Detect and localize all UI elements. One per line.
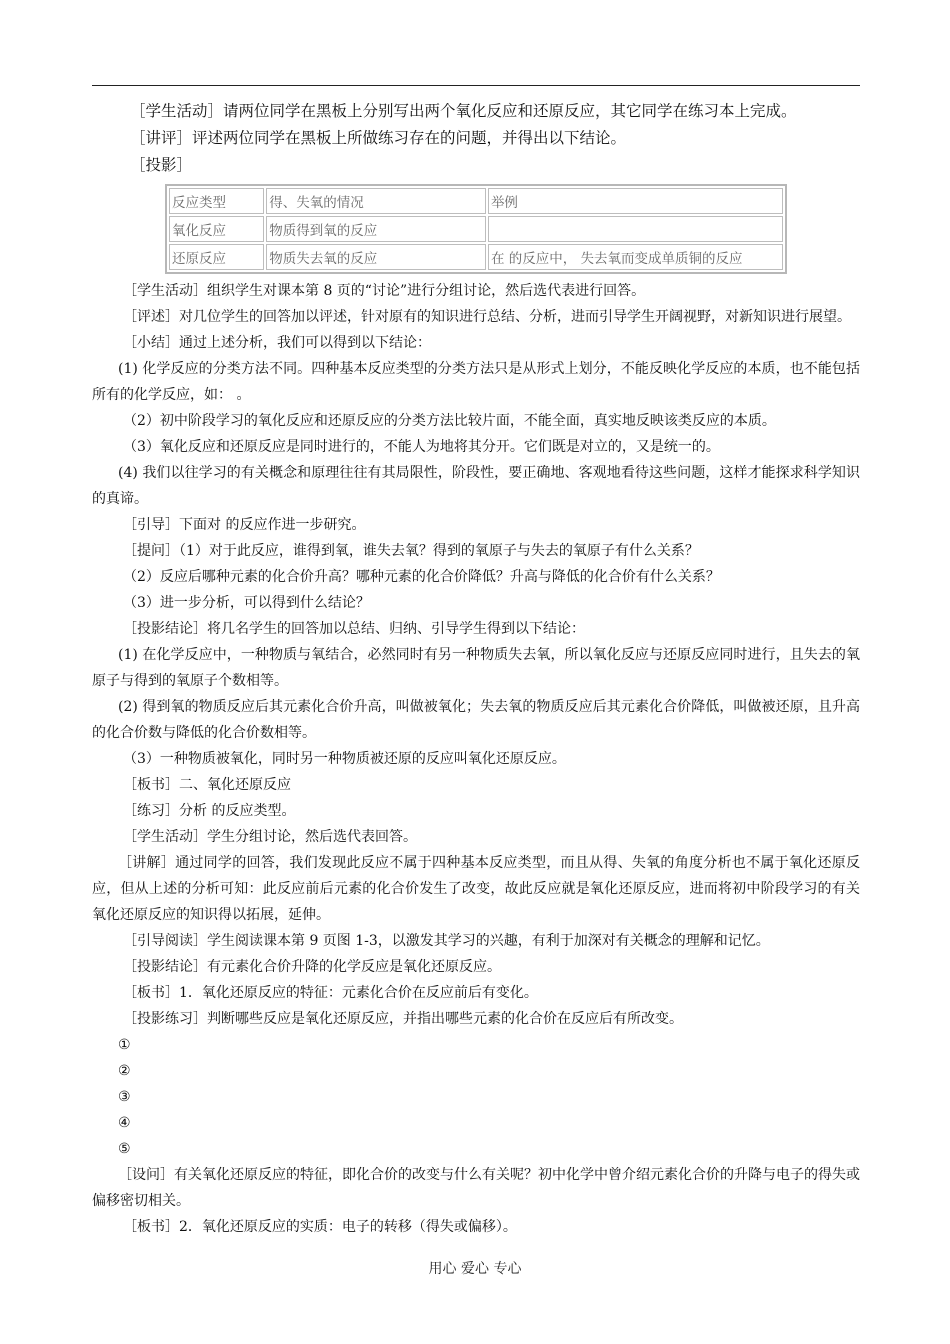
paragraph: （3）氧化反应和还原反应是同时进行的，不能人为地将其分开。它们既是对立的，又是统一的。 xyxy=(123,439,720,455)
paragraph: ［投影结论］将几名学生的回答加以总结、归纳、引导学生得到以下结论： xyxy=(123,621,585,637)
exercise-item: ① xyxy=(118,1037,131,1053)
table-header-cell: 反应类型 xyxy=(169,188,264,214)
paragraph: （3）进一步分析，可以得到什么结论？ xyxy=(123,595,370,611)
paragraph: ［板书］二、氧化还原反应 xyxy=(123,777,291,793)
document-body xyxy=(92,98,860,1240)
paragraph: ［投影练习］判断哪些反应是氧化还原反应，并指出哪些元素的化合价在反应后有所改变。 xyxy=(123,1011,683,1027)
reaction-type-table xyxy=(165,184,787,274)
paragraph: （2）反应后哪种元素的化合价升高？哪种元素的化合价降低？升高与降低的化合价有什么关系？ xyxy=(123,569,720,585)
intro-student-activity: ［学生活动］请两位同学在黑板上分别写出两个氧化反应和还原反应，其它同学在练习本上完成。 xyxy=(130,102,797,120)
paragraph: ［提问］（1）对于此反应，谁得到氧，谁失去氧？得到的氧原子与失去的氧原子有什么关系？ xyxy=(123,543,699,559)
paragraph: ［设问］有关氧化还原反应的特征，即化合价的改变与什么有关呢？初中化学中曾介绍元素化合价的升降与电子的得失或偏移密切相关。 xyxy=(92,1167,860,1209)
paragraph: ［引导］下面对 的反应作进一步研究。 xyxy=(123,517,366,533)
exercise-item: ④ xyxy=(118,1115,131,1131)
page-footer: 用心 爱心 专心 xyxy=(428,1261,522,1277)
exercise-item: ② xyxy=(118,1063,131,1079)
table-header-cell: 举例 xyxy=(488,188,783,214)
paragraph: ［练习］分析 的反应类型。 xyxy=(123,803,296,819)
paragraph: (2) 得到氧的物质反应后其元素化合价升高，叫做被氧化；失去氧的物质反应后其元素化合价降低，叫做被还原，且升高的化合价数与降低的化合价数相等。 xyxy=(92,699,860,741)
table-header-row xyxy=(169,188,783,214)
paragraph: ［小结］通过上述分析，我们可以得到以下结论： xyxy=(123,335,431,351)
paragraph: ［评述］对几位学生的回答加以评述，针对原有的知识进行总结、分析，进而引导学生开阔视野，对新知识进行展望。 xyxy=(123,309,851,325)
table-header-cell: 得、失氧的情况 xyxy=(266,188,486,214)
paragraph: ［板书］2．氧化还原反应的实质：电子的转移（得失或偏移）。 xyxy=(123,1219,517,1235)
paragraph: （3）一种物质被氧化，同时另一种物质被还原的反应叫氧化还原反应。 xyxy=(123,751,566,767)
table-cell: 物质得到氧的反应 xyxy=(266,216,486,242)
paragraph: (1) 化学反应的分类方法不同。四种基本反应类型的分类方法只是从形式上划分，不能反映化学反应的本质，也不能包括所有的化学反应，如： 。 xyxy=(92,361,860,403)
exercise-item: ⑤ xyxy=(118,1141,131,1157)
exercise-item: ③ xyxy=(118,1089,131,1105)
table-cell xyxy=(488,216,783,242)
paragraph: (1) 在化学反应中，一种物质与氧结合，必然同时有另一种物质失去氧，所以氧化反应与还原反应同时进行，且失去的氧原子与得到的氧原子个数相等。 xyxy=(92,647,860,689)
table-cell: 还原反应 xyxy=(169,244,264,270)
paragraph: ［引导阅读］学生阅读课本第 9 页图 1-3，以激发其学习的兴趣，有利于加深对有关概念的理解和记忆。 xyxy=(123,933,770,949)
paragraph: ［板书］1．氧化还原反应的特征：元素化合价在反应前后有变化。 xyxy=(123,985,538,1001)
paragraph: (4) 我们以往学习的有关概念和原理往往有其局限性，阶段性，要正确地、客观地看待这些问题，这样才能探求科学知识的真谛。 xyxy=(92,465,860,507)
paragraph: ［讲解］通过同学的回答，我们发现此反应不属于四种基本反应类型，而且从得、失氧的角度分析也不属于氧化还原反应，但从上述的分析可知：此反应前后元素的化合价发生了改变，故此反应就是氧化还原反应，进而将初中阶段学习的有关氧化还原反应的知识得以拓展，延伸。 xyxy=(92,855,860,923)
paragraph: ［投影结论］有元素化合价升降的化学反应是氧化还原反应。 xyxy=(123,959,501,975)
header-rule xyxy=(92,85,860,86)
paragraph: （2）初中阶段学习的氧化反应和还原反应的分类方法比较片面，不能全面，真实地反映该类反应的本质。 xyxy=(123,413,776,429)
intro-projection: ［投影］ xyxy=(130,156,193,174)
table-cell: 在 的反应中， 失去氧而变成单质铜的反应 xyxy=(488,244,783,270)
intro-comment: ［讲评］评述两位同学在黑板上所做练习存在的问题，并得出以下结论。 xyxy=(130,129,627,147)
table-cell: 氧化反应 xyxy=(169,216,264,242)
paragraph: ［学生活动］学生分组讨论，然后选代表回答。 xyxy=(123,829,417,845)
table-row xyxy=(169,244,783,270)
table-cell: 物质失去氧的反应 xyxy=(266,244,486,270)
table-row xyxy=(169,216,783,242)
paragraph: ［学生活动］组织学生对课本第 8 页的“讨论”进行分组讨论，然后选代表进行回答。 xyxy=(123,283,646,299)
